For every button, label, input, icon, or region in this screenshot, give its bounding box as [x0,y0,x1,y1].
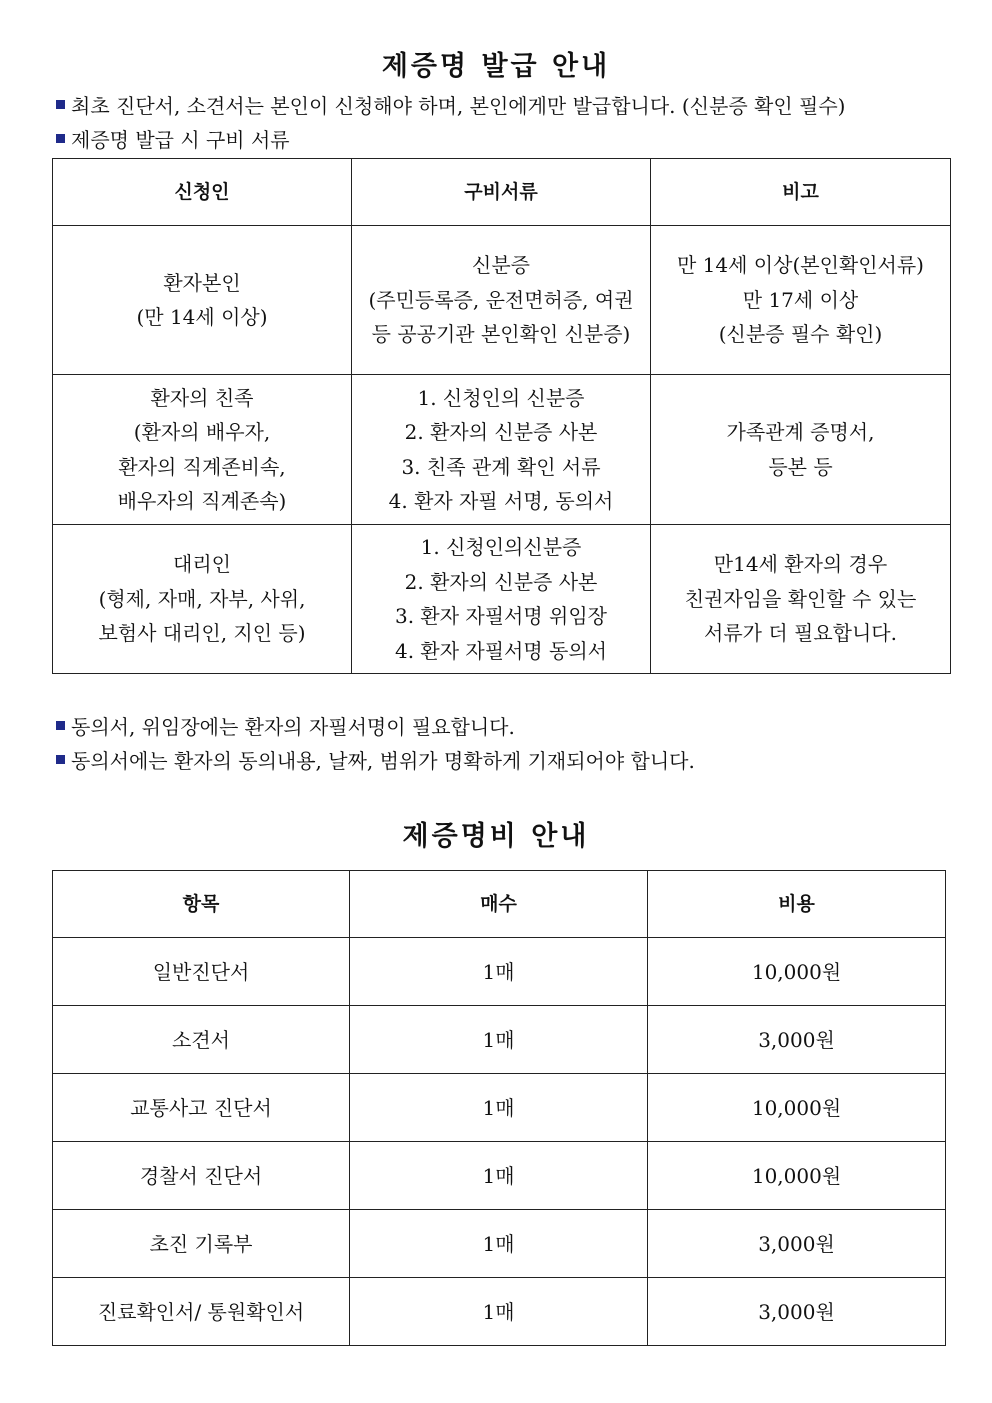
header-item: 항목 [53,871,350,938]
applicant-cell [53,375,352,525]
bullet-text: 최초 진단서, 소견서는 본인이 신청해야 하며, 본인에게만 발급합니다. (신분증 확인 필수) [71,94,846,118]
fees-table [52,870,946,1346]
cell-line: 친권자임을 확인할 수 있는 [684,586,917,611]
cell-line: 1. 신청인의 신분증 [417,385,585,410]
item-cell: 경찰서 진단서 [53,1142,350,1210]
applicant-cell [53,525,352,674]
cell-line: 4. 환자 자필서명 동의서 [394,638,608,663]
item-cell: 소견서 [53,1006,350,1074]
bullet-line-2 [56,124,290,153]
cell-line: 2. 환자의 신분증 사본 [404,569,598,594]
square-bullet-icon [56,134,65,143]
table-row [53,1074,946,1142]
table-row-relative [53,375,951,525]
cost-cell: 3,000원 [648,1006,946,1074]
cell-line: 4. 환자 자필 서명, 동의서 [388,489,614,513]
cell-line: 신분증 [472,253,530,278]
item-cell: 교통사고 진단서 [53,1074,350,1142]
item-cell: 진료확인서/ 통원확인서 [53,1278,350,1346]
square-bullet-icon [56,721,65,730]
issuance-title: 제증명 발급 안내 [381,51,611,82]
header-documents: 구비서류 [352,159,651,226]
cell-line: 3. 환자 자필서명 위임장 [394,604,608,628]
cost-cell: 3,000원 [648,1278,946,1346]
cell-line: 2. 환자의 신분증 사본 [404,420,598,444]
count-cell: 1매 [350,938,648,1006]
cell-line: 보험사 대리인, 지인 등) [98,621,306,646]
header-note: 비고 [651,159,951,226]
footer-bullet-line-2 [56,745,695,774]
cost-cell: 10,000원 [648,1142,946,1210]
cell-line: (주민등록증, 운전면허증, 여권 [368,287,634,312]
cell-line: 환자본인 [163,270,241,295]
note-cell [651,525,951,674]
cell-line: 만14세 환자의 경우 [713,552,888,577]
note-cell [651,226,951,375]
header-count: 매수 [350,871,648,938]
square-bullet-icon [56,100,65,109]
cell-line: 만 14세 이상(본인확인서류) [677,253,924,278]
cell-line: 대리인 [173,552,231,577]
cost-cell: 10,000원 [648,1074,946,1142]
table-row-agent [53,525,951,674]
cell-line: (환자의 배우자, [133,420,271,444]
cell-line: 등 공공기관 본인확인 신분증) [371,322,631,347]
count-cell: 1매 [350,1278,648,1346]
item-cell: 일반진단서 [53,938,350,1006]
cell-line: 만 17세 이상 [742,287,859,312]
footer-bullet-line-1 [56,711,515,740]
count-cell: 1매 [350,1210,648,1278]
cell-line: 환자의 직계존비속, [118,454,286,479]
bullet-text: 동의서, 위임장에는 환자의 자필서명이 필요합니다. [71,715,515,739]
table-row [53,1006,946,1074]
cell-line: (형제, 자매, 자부, 사위, [98,586,306,611]
documents-cell [352,375,651,525]
required-documents-table [52,158,951,674]
table-row [53,938,946,1006]
table-row [53,1210,946,1278]
cell-line: 서류가 더 필요합니다. [704,621,897,646]
cell-line: 3. 친족 관계 확인 서류 [401,454,601,479]
note-cell [651,375,951,525]
table-row [53,1278,946,1346]
cell-line: 환자의 친족 [150,385,254,410]
header-cost: 비용 [648,871,946,938]
cell-line: (신분증 필수 확인) [718,322,883,347]
cost-cell: 3,000원 [648,1210,946,1278]
table-row [53,1142,946,1210]
documents-cell [352,525,651,674]
cell-line: 배우자의 직계존속) [117,489,287,513]
table-header-row [53,159,951,226]
fees-title: 제증명비 안내 [402,821,590,852]
header-applicant: 신청인 [53,159,352,226]
square-bullet-icon [56,755,65,764]
bullet-line-1 [56,90,845,119]
cell-line: 가족관계 증명서, [726,420,875,444]
cost-cell: 10,000원 [648,938,946,1006]
cell-line: 1. 신청인의신분증 [420,535,582,559]
count-cell: 1매 [350,1074,648,1142]
item-cell: 초진 기록부 [53,1210,350,1278]
table-header-row [53,871,946,938]
table-row-patient [53,226,951,375]
cell-line: (만 14세 이상) [136,305,268,329]
documents-cell [352,226,651,375]
count-cell: 1매 [350,1006,648,1074]
count-cell: 1매 [350,1142,648,1210]
bullet-text: 동의서에는 환자의 동의내용, 날짜, 범위가 명확하게 기재되어야 합니다. [71,749,695,773]
applicant-cell [53,226,352,375]
cell-line: 등본 등 [768,454,833,479]
bullet-text: 제증명 발급 시 구비 서류 [71,128,290,152]
